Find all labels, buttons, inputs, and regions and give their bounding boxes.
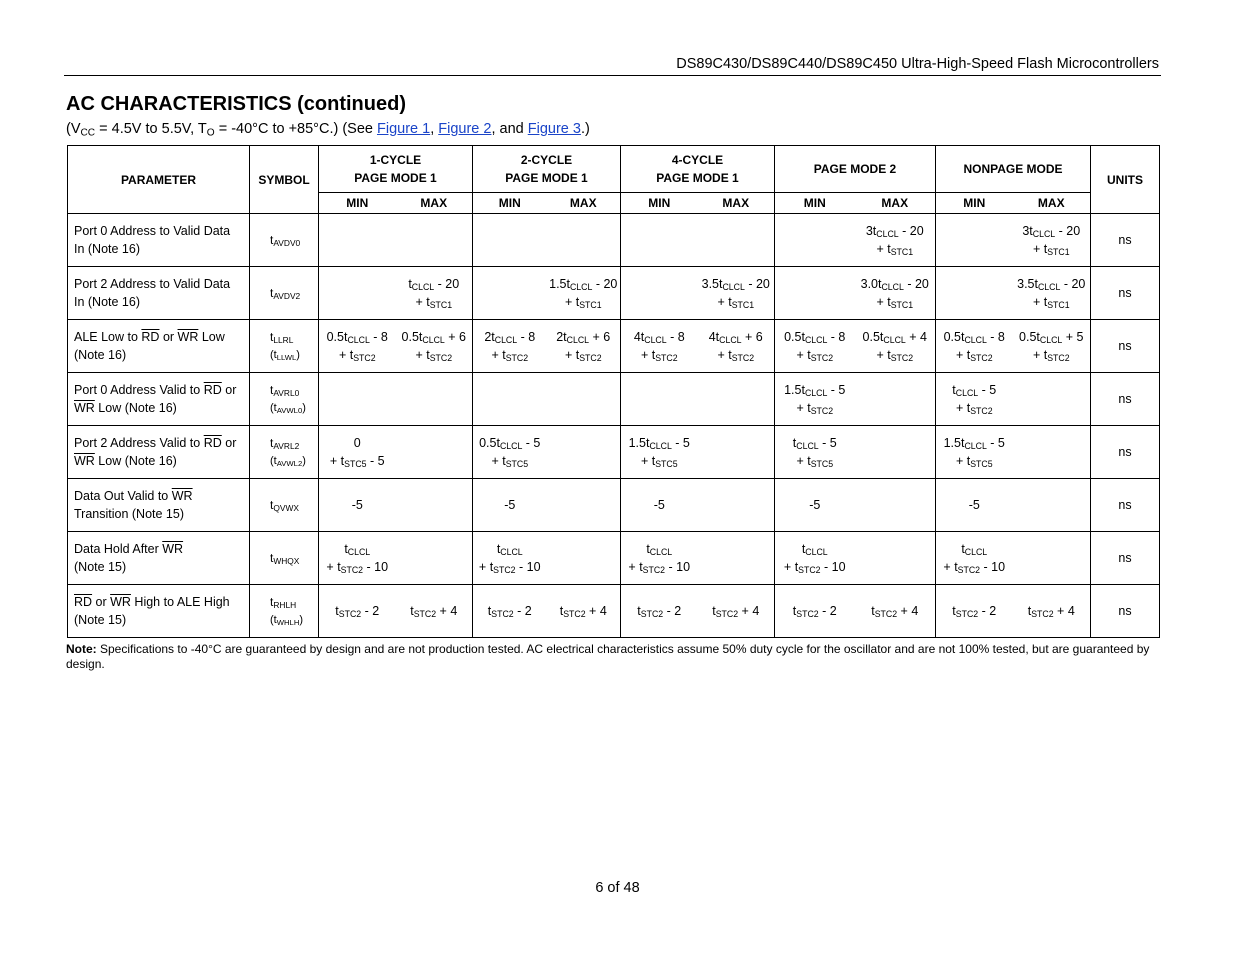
value-line: + $t_{STC2}$: [796, 401, 834, 417]
parameter-cell: [68, 267, 250, 320]
value-line: + $t_{STC2}$: [876, 348, 914, 364]
header-nonpage-mode: NONPAGE MODE: [936, 146, 1091, 193]
value-line: $t_{CLCL} - 5$: [792, 436, 837, 452]
max-value-cell: [698, 585, 775, 638]
min-value-cell: [775, 267, 855, 320]
parameter-cell: [68, 532, 250, 585]
value-line: + $t_{STC2}$: [491, 348, 529, 364]
cond-text: = -40°C to +85°C.) (See: [214, 121, 377, 137]
parameter-line: $\overline{WR}$ Low (Note 16): [74, 401, 177, 415]
table-row: [68, 320, 1160, 373]
min-value-cell: [936, 267, 1013, 320]
header-line: PAGE MODE 1: [505, 171, 588, 185]
value-line: + $t_{STC1}$: [876, 242, 914, 258]
value-line: -5: [968, 498, 980, 512]
value-line: $0.5t_{CLCL} - 5$: [479, 436, 541, 452]
max-value-cell: [396, 267, 473, 320]
value-line: + $t_{STC2}$: [717, 348, 755, 364]
value-line: $2t_{CLCL} - 8$: [484, 330, 536, 346]
max-value-cell: [698, 373, 775, 426]
min-value-cell: [319, 479, 396, 532]
value-line: $t_{STC2} + 4$: [1027, 604, 1075, 620]
value-line: + $t_{STC2}$: [955, 348, 993, 364]
value-line: + $t_{STC1}$: [1032, 242, 1070, 258]
symbol: $t_{AVRL2}$: [270, 436, 300, 452]
max-value-cell: [855, 585, 936, 638]
table-note: [66, 642, 1161, 672]
value-line: $t_{CLCL}$: [646, 542, 673, 558]
parameter-line: Port 0 Address to Valid Data: [74, 224, 231, 238]
value-line: $3.5t_{CLCL} - 20$: [1017, 277, 1086, 293]
value-line: + $t_{STC1}$: [717, 295, 755, 311]
value-line: $t_{CLCL} - 5$: [952, 383, 997, 399]
max-value-cell: [855, 479, 936, 532]
units-cell: ns: [1091, 267, 1160, 320]
min-value-cell: [936, 426, 1013, 479]
units-cell: ns: [1091, 320, 1160, 373]
max-value-cell: [396, 320, 473, 373]
max-value-cell: [547, 426, 621, 479]
min-value-cell: [936, 585, 1013, 638]
max-value-cell: [1013, 479, 1091, 532]
min-value-cell: [473, 267, 547, 320]
min-value-cell: [473, 479, 547, 532]
note-label: Note:: [66, 642, 97, 656]
min-value-cell: [621, 267, 698, 320]
max-value-cell: [1013, 426, 1091, 479]
header-line: 1-CYCLE: [369, 153, 422, 167]
max-value-cell: [547, 585, 621, 638]
header-max: MAX: [396, 193, 473, 214]
min-value-cell: [621, 426, 698, 479]
value-line: $0.5t_{CLCL} - 8$: [784, 330, 846, 346]
header-line: PAGE MODE 1: [354, 171, 437, 185]
min-value-cell: [473, 585, 547, 638]
parameter-line: (Note 15): [74, 560, 127, 574]
min-value-cell: [936, 373, 1013, 426]
min-value-cell: [473, 373, 547, 426]
value-line: $t_{CLCL} - 20$: [408, 277, 460, 293]
max-value-cell: [698, 479, 775, 532]
parameter-line: (Note 16): [74, 348, 127, 362]
min-value-cell: [473, 320, 547, 373]
parameter-line: Transition (Note 15): [74, 507, 184, 521]
max-value-cell: [855, 320, 936, 373]
value-line: + $t_{STC2}$: [955, 401, 993, 417]
max-value-cell: [396, 214, 473, 267]
parameter-line: Data Out Valid to $\overline{WR}$: [74, 489, 193, 503]
max-value-cell: [1013, 585, 1091, 638]
header-page-mode-2: PAGE MODE 2: [775, 146, 936, 193]
value-line: + $t_{STC2}$: [796, 348, 834, 364]
units-cell: ns: [1091, 426, 1160, 479]
parameter-line: ALE Low to $\overline{RD}$ or $\overline{WR}$ Low: [74, 330, 225, 344]
table-row: [68, 479, 1160, 532]
symbol-alt: $(t_{AVWL0})$: [270, 402, 306, 415]
min-value-cell: [775, 585, 855, 638]
max-value-cell: [698, 426, 775, 479]
value-line: $t_{STC2} - 2$: [792, 604, 837, 620]
value-line: $t_{STC2} - 2$: [637, 604, 682, 620]
value-line: $1.5t_{CLCL} - 5$: [784, 383, 846, 399]
min-value-cell: [775, 373, 855, 426]
min-value-cell: [621, 479, 698, 532]
page-number: 6 of 48: [595, 880, 640, 896]
value-line: + $t_{STC2} - 10$: [783, 560, 846, 576]
symbol-cell: [250, 267, 319, 320]
table-row: [68, 267, 1160, 320]
cond-subscript: CC: [80, 127, 96, 139]
value-line: $t_{CLCL}$: [344, 542, 371, 558]
cond-text: ,: [430, 121, 439, 137]
min-value-cell: [319, 214, 396, 267]
value-line: $t_{STC2} - 2$: [487, 604, 532, 620]
parameter-cell: [68, 585, 250, 638]
parameter-line: Port 2 Address Valid to $\overline{RD}$ or: [74, 436, 237, 450]
parameter-line: Port 2 Address to Valid Data: [74, 277, 231, 291]
parameter-cell: [68, 426, 250, 479]
value-line: + $t_{STC5} - 5$: [329, 454, 385, 470]
value-line: -5: [653, 498, 665, 512]
value-line: $0.5t_{CLCL} + 6$: [401, 330, 466, 346]
max-value-cell: [547, 373, 621, 426]
value-line: $t_{STC2} + 4$: [712, 604, 760, 620]
value-line: + $t_{STC1}$: [564, 295, 602, 311]
header-max: MAX: [698, 193, 775, 214]
parameter-line: $\overline{WR}$ Low (Note 16): [74, 454, 177, 468]
min-value-cell: [319, 585, 396, 638]
value-line: $0.5t_{CLCL} - 8$: [326, 330, 388, 346]
max-value-cell: [855, 426, 936, 479]
note-text: Specifications to -40°C are guaranteed by design and are not production tested. AC electrical characteristics assume 50% duty cycle for the oscillator and are not 100% tested, but are guaranteed by design.: [66, 642, 1150, 671]
value-line: + $t_{STC5}$: [491, 454, 529, 470]
header-units: UNITS: [1091, 146, 1160, 214]
value-line: + $t_{STC2} - 10$: [326, 560, 389, 576]
value-line: -5: [809, 498, 821, 512]
min-value-cell: [775, 426, 855, 479]
symbol-cell: [250, 214, 319, 267]
value-line: + $t_{STC5}$: [796, 454, 834, 470]
symbol-cell: [250, 373, 319, 426]
max-value-cell: [547, 479, 621, 532]
value-line: $t_{STC2} + 4$: [410, 604, 458, 620]
max-value-cell: [547, 267, 621, 320]
symbol: $t_{LLRL}$: [270, 330, 294, 346]
min-value-cell: [319, 373, 396, 426]
max-value-cell: [855, 267, 936, 320]
symbol-cell: [250, 426, 319, 479]
min-value-cell: [775, 479, 855, 532]
test-conditions: [66, 121, 590, 137]
max-value-cell: [547, 532, 621, 585]
table-row: [68, 532, 1160, 585]
header-max: MAX: [1013, 193, 1091, 214]
value-line: + $t_{STC5}$: [640, 454, 678, 470]
min-value-cell: [775, 320, 855, 373]
min-value-cell: [473, 214, 547, 267]
value-line: $0.5t_{CLCL} + 5$: [1019, 330, 1084, 346]
value-line: + $t_{STC2}$: [415, 348, 453, 364]
header-2-cycle-page-mode-1: [473, 146, 621, 193]
min-value-cell: [621, 373, 698, 426]
value-line: $3.5t_{CLCL} - 20$: [701, 277, 770, 293]
max-value-cell: [396, 479, 473, 532]
units-cell: ns: [1091, 532, 1160, 585]
symbol-cell: [250, 532, 319, 585]
parameter-line: Data Hold After $\overline{WR}$: [74, 542, 184, 556]
value-line: $t_{CLCL}$: [801, 542, 828, 558]
header-1-cycle-page-mode-1: [319, 146, 473, 193]
symbol: $t_{AVDV2}$: [270, 286, 301, 302]
header-symbol: SYMBOL: [250, 146, 319, 214]
value-line: $1.5t_{CLCL} - 5$: [628, 436, 690, 452]
value-line: + $t_{STC2}$: [1032, 348, 1070, 364]
symbol: $t_{QVWX}$: [270, 498, 299, 514]
header-4-cycle-page-mode-1: [621, 146, 775, 193]
value-line: $0.5t_{CLCL} - 8$: [943, 330, 1005, 346]
header-min: MIN: [936, 193, 1013, 214]
max-value-cell: [855, 532, 936, 585]
ac-characteristics-table: [67, 145, 1160, 638]
value-line: $t_{STC2} + 4$: [871, 604, 919, 620]
parameter-line: $\overline{RD}$ or $\overline{WR}$ High to ALE High: [74, 595, 230, 609]
units-cell: ns: [1091, 214, 1160, 267]
max-value-cell: [396, 532, 473, 585]
max-value-cell: [1013, 320, 1091, 373]
value-line: + $t_{STC2} - 10$: [478, 560, 541, 576]
parameter-line: (Note 15): [74, 613, 127, 627]
symbol-cell: [250, 320, 319, 373]
parameter-line: Port 0 Address Valid to $\overline{RD}$ or: [74, 383, 237, 397]
value-line: $t_{CLCL}$: [961, 542, 988, 558]
value-line: + $t_{STC1}$: [876, 295, 914, 311]
units-cell: ns: [1091, 479, 1160, 532]
value-line: 0: [353, 436, 361, 450]
symbol: $t_{WHQX}$: [270, 551, 300, 567]
parameter-cell: [68, 373, 250, 426]
max-value-cell: [396, 426, 473, 479]
value-line: $3t_{CLCL} - 20$: [1022, 224, 1081, 240]
parameter-line: In (Note 16): [74, 295, 141, 309]
parameter-line: In (Note 16): [74, 242, 141, 256]
symbol-alt: $(t_{LLWL})$: [270, 349, 300, 362]
header-min: MIN: [473, 193, 547, 214]
min-value-cell: [775, 214, 855, 267]
max-value-cell: [1013, 267, 1091, 320]
value-line: $3.0t_{CLCL} - 20$: [860, 277, 929, 293]
max-value-cell: [698, 267, 775, 320]
min-value-cell: [319, 532, 396, 585]
max-value-cell: [1013, 373, 1091, 426]
symbol: $t_{AVDV0}$: [270, 233, 301, 249]
section-title: AC CHARACTERISTICS (continued): [66, 93, 406, 115]
header-min: MIN: [319, 193, 396, 214]
min-value-cell: [936, 214, 1013, 267]
cond-text: = 4.5V to 5.5V, T: [95, 121, 207, 137]
value-line: -5: [351, 498, 363, 512]
value-line: + $t_{STC2}$: [564, 348, 602, 364]
value-line: + $t_{STC2} - 10$: [628, 560, 691, 576]
header-line: 4-CYCLE: [671, 153, 724, 167]
header-max: MAX: [547, 193, 621, 214]
max-value-cell: [1013, 214, 1091, 267]
symbol-alt: $(t_{WHLH})$: [270, 614, 304, 627]
max-value-cell: [547, 214, 621, 267]
value-line: $3t_{CLCL} - 20$: [865, 224, 924, 240]
value-line: $1.5t_{CLCL} - 5$: [943, 436, 1005, 452]
min-value-cell: [319, 267, 396, 320]
min-value-cell: [936, 479, 1013, 532]
value-line: $t_{STC2} - 2$: [335, 604, 380, 620]
min-value-cell: [621, 532, 698, 585]
symbol-cell: [250, 585, 319, 638]
table-row: [68, 585, 1160, 638]
max-value-cell: [698, 532, 775, 585]
min-value-cell: [473, 532, 547, 585]
header-parameter: PARAMETER: [68, 146, 250, 214]
header-min: MIN: [775, 193, 855, 214]
symbol: $t_{AVRL0}$: [270, 383, 300, 399]
table-row: [68, 214, 1160, 267]
value-line: + $t_{STC1}$: [1032, 295, 1070, 311]
figure-1-link[interactable]: Figure 1: [376, 121, 431, 137]
max-value-cell: [855, 373, 936, 426]
units-cell: ns: [1091, 373, 1160, 426]
cond-subscript: O: [206, 127, 215, 139]
header-line: PAGE MODE 1: [656, 171, 739, 185]
units-cell: ns: [1091, 585, 1160, 638]
min-value-cell: [621, 585, 698, 638]
parameter-cell: [68, 479, 250, 532]
min-value-cell: [936, 532, 1013, 585]
header-divider: [64, 75, 1161, 76]
min-value-cell: [473, 426, 547, 479]
cond-text: .): [580, 121, 590, 137]
max-value-cell: [1013, 532, 1091, 585]
header-max: MAX: [855, 193, 936, 214]
symbol: $t_{RHLH}$: [270, 595, 297, 611]
symbol-cell: [250, 479, 319, 532]
max-value-cell: [547, 320, 621, 373]
cond-text: , and: [491, 121, 528, 137]
value-line: + $t_{STC2}$: [338, 348, 376, 364]
max-value-cell: [396, 373, 473, 426]
max-value-cell: [698, 214, 775, 267]
value-line: -5: [504, 498, 516, 512]
value-line: + $t_{STC2} - 10$: [943, 560, 1006, 576]
parameter-cell: [68, 320, 250, 373]
header-min: MIN: [621, 193, 698, 214]
table-row: [68, 426, 1160, 479]
value-line: $t_{STC2} - 2$: [952, 604, 997, 620]
value-line: $2t_{CLCL} + 6$: [556, 330, 611, 346]
min-value-cell: [319, 426, 396, 479]
table-row: [68, 373, 1160, 426]
min-value-cell: [319, 320, 396, 373]
min-value-cell: [621, 320, 698, 373]
document-header-title: DS89C430/DS89C440/DS89C450 Ultra-High-Speed Flash Microcontrollers: [676, 56, 1159, 72]
value-line: $0.5t_{CLCL} + 4$: [862, 330, 927, 346]
figure-3-link[interactable]: Figure 3: [527, 121, 581, 137]
max-value-cell: [396, 585, 473, 638]
value-line: + $t_{STC2}$: [640, 348, 678, 364]
value-line: $4t_{CLCL} - 8$: [633, 330, 685, 346]
parameter-cell: [68, 214, 250, 267]
cond-text: (V: [66, 121, 81, 137]
min-value-cell: [775, 532, 855, 585]
value-line: $t_{STC2} + 4$: [559, 604, 607, 620]
header-line: 2-CYCLE: [520, 153, 573, 167]
min-value-cell: [621, 214, 698, 267]
value-line: + $t_{STC1}$: [415, 295, 453, 311]
min-value-cell: [936, 320, 1013, 373]
max-value-cell: [855, 214, 936, 267]
max-value-cell: [698, 320, 775, 373]
value-line: + $t_{STC5}$: [955, 454, 993, 470]
value-line: $1.5t_{CLCL} - 20$: [549, 277, 618, 293]
value-line: $t_{CLCL}$: [496, 542, 523, 558]
figure-2-link[interactable]: Figure 2: [438, 121, 492, 137]
symbol-alt: $(t_{AVWL2})$: [270, 455, 306, 468]
value-line: $4t_{CLCL} + 6$: [708, 330, 763, 346]
